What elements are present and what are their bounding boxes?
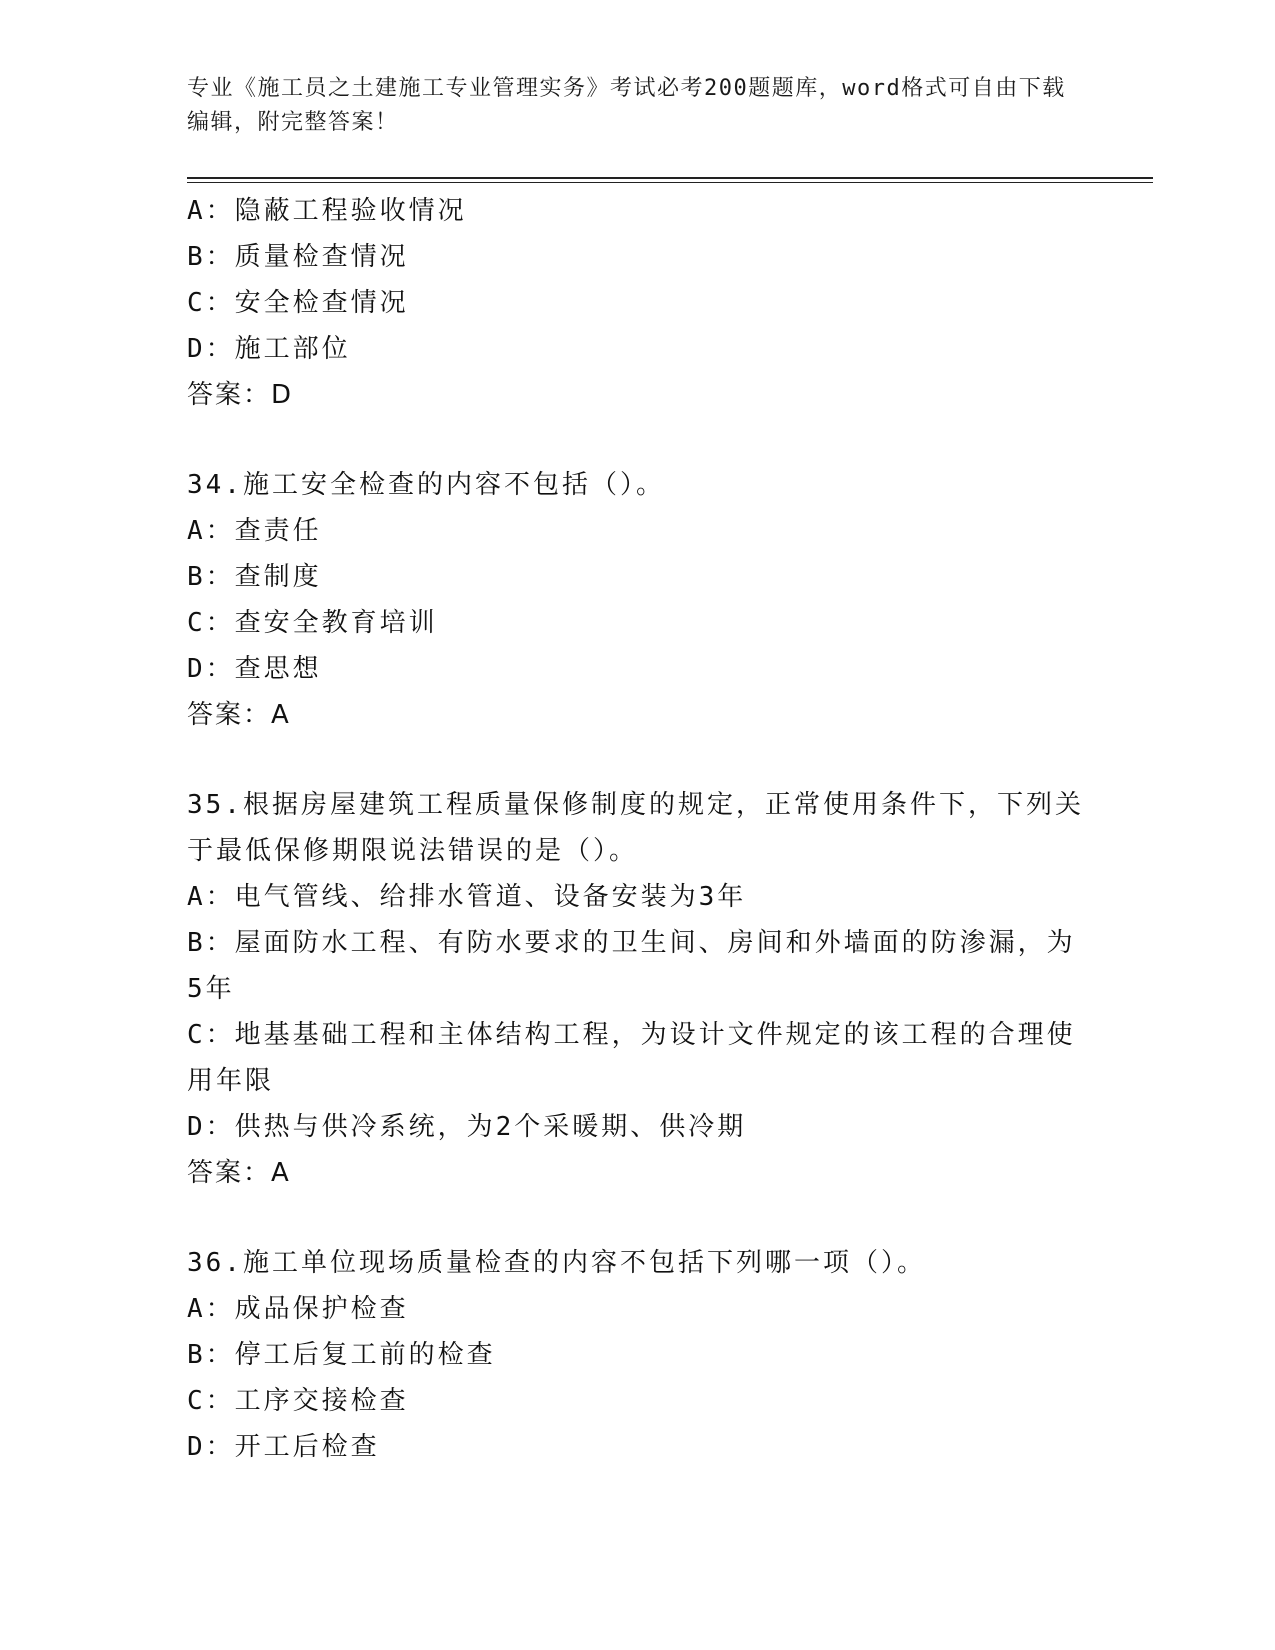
- option-b: B：屋面防水工程、有防水要求的卫生间、房间和外墙面的防渗漏，为5年: [187, 928, 1076, 1004]
- answer-text: 答案：A: [187, 1158, 291, 1188]
- question-block: [187, 462, 1087, 738]
- question-text: 35.根据房屋建筑工程质量保修制度的规定，正常使用条件下，下列关于最低保修期限说法错误的是（）。: [187, 790, 1084, 866]
- block-spacer: [187, 738, 1087, 782]
- option-b: B：质量检查情况: [187, 242, 409, 272]
- block-spacer: [187, 1196, 1087, 1240]
- option-c: C：工序交接检查: [187, 1386, 409, 1416]
- option-d: D：施工部位: [187, 334, 351, 364]
- option-d: D：查思想: [187, 654, 322, 684]
- question-block: [187, 1240, 1087, 1470]
- page-header: 专业《施工员之土建施工专业管理实务》考试必考200题题库，word格式可自由下载编辑，附完整答案！: [187, 76, 1066, 135]
- option-b: B：查制度: [187, 562, 322, 592]
- option-d: D：供热与供冷系统，为2个采暖期、供冷期: [187, 1112, 747, 1142]
- option-a: A：隐蔽工程验收情况: [187, 196, 467, 226]
- block-spacer: [187, 418, 1087, 462]
- option-a: A：电气管线、给排水管道、设备安装为3年: [187, 882, 747, 912]
- option-c: C：地基基础工程和主体结构工程，为设计文件规定的该工程的合理使用年限: [187, 1020, 1076, 1096]
- question-block: [187, 782, 1087, 1196]
- option-c: C：查安全教育培训: [187, 608, 438, 638]
- option-c: C：安全检查情况: [187, 288, 409, 318]
- question-block: [187, 188, 1087, 418]
- question-text: 34.施工安全检查的内容不包括（）。: [187, 470, 665, 500]
- header-divider-thin: [187, 182, 1153, 183]
- option-b: B：停工后复工前的检查: [187, 1340, 496, 1370]
- header-divider-thick: [187, 177, 1153, 179]
- option-a: A：查责任: [187, 516, 322, 546]
- answer-text: 答案：D: [187, 380, 294, 410]
- option-d: D：开工后检查: [187, 1432, 380, 1462]
- answer-text: 答案：A: [187, 700, 291, 730]
- option-a: A：成品保护检查: [187, 1294, 409, 1324]
- question-text: 36.施工单位现场质量检查的内容不包括下列哪一项（）。: [187, 1248, 926, 1278]
- question-list: [187, 188, 1087, 1470]
